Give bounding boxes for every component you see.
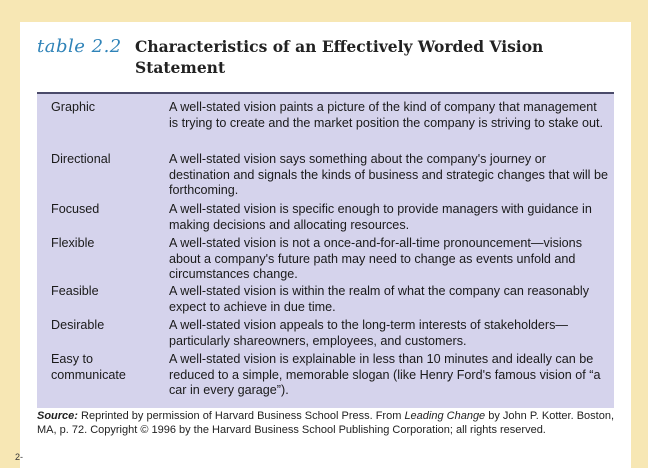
row-term: Easy to communicate	[51, 352, 126, 382]
row-description: A well-stated vision is not a once-and-for-all-time pronouncement—visions about a company's future path may need to change as events unfold and circumstances change.	[169, 236, 582, 281]
row-term: Feasible	[51, 284, 99, 298]
row-term: Flexible	[51, 236, 95, 250]
row-term: Focused	[51, 202, 100, 216]
row-description: A well-stated vision appeals to the long-term interests of stakeholders—particularly shareowners, employees, and customers.	[169, 318, 569, 348]
vision-table	[37, 92, 614, 408]
table-title: Characteristics of an Effectively Worded Vision Statement	[135, 37, 544, 77]
book-title: Leading Change	[404, 410, 486, 422]
table-number: table 2.2	[37, 36, 122, 57]
row-description: A well-stated vision paints a picture of the kind of company that management is trying to create and the market position the company is striving to stake out.	[169, 100, 603, 130]
row-description: A well-stated vision is specific enough to provide managers with guidance in making decisions and allocating resources.	[169, 202, 592, 232]
row-term: Graphic	[51, 100, 96, 114]
row-description: A well-stated vision says something about the company's journey or destination and signals the kinds of business and strategic changes that will be forthcoming.	[169, 152, 608, 197]
source-label: Source:	[37, 410, 78, 422]
row-description: A well-stated vision is within the realm of what the company can reasonably expect to achieve in due time.	[169, 284, 590, 314]
row-term: Desirable	[51, 318, 105, 332]
source-text: Reprinted by permission of Harvard Business School Press. From	[77, 410, 405, 422]
row-description: A well-stated vision is explainable in less than 10 minutes and ideally can be reduced to a simple, memorable slogan (like Henry Ford's famous vision of “a car in every garage”).	[169, 352, 601, 397]
row-term: Directional	[51, 152, 111, 166]
source-note	[37, 410, 617, 438]
page-number: 2-	[15, 452, 24, 462]
source-text-rest: by John P. Kotter. Boston, MA, p. 72. Copyright © 1996 by the Harvard Business School Publishing Corporation; all rights reserved.	[37, 410, 615, 436]
document-page	[20, 22, 631, 468]
